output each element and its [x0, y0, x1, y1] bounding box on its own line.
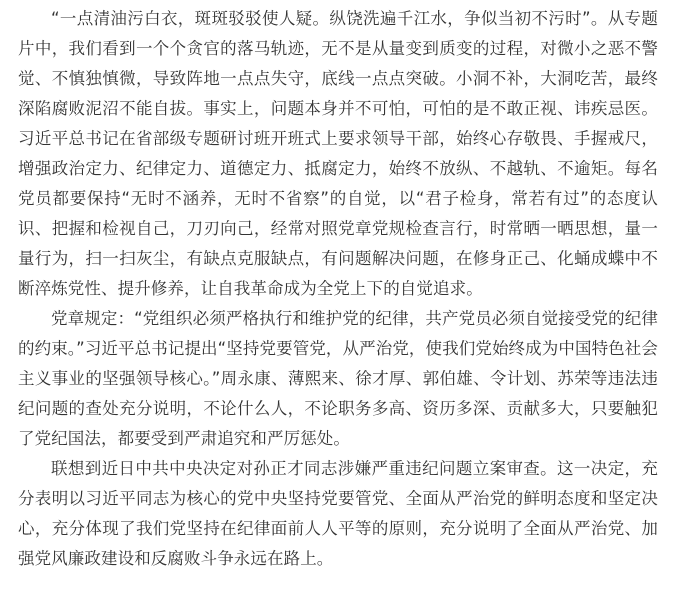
paragraph-case-review: 联想到近日中共中央决定对孙正才同志涉嫌严重违纪问题立案审查。这一决定，充分表明以习近平同志为核心的党中央坚持党要管党、全面从严治党的鲜明态度和坚定决心，充分体现了我们党坚持在纪律面前人人平等的原则，充分说明了全面从严治党、加强党风廉政建设和反腐败斗争永远在路上。: [18, 459, 658, 568]
paragraph-self-discipline: “一点清油污白衣，斑斑驳驳使人疑。纵饶洗遍千江水，争似当初不污时”。从专题片中，我们看到一个个贪官的落马轨迹，无不是从量变到质变的过程，对微小之恶不警觉、不慎独慎微，导致阵地一点点失守，底线一点点突破。小洞不补，大洞吃苦，最终深陷腐败泥沼不能自拔。事实上，问题本身并不可怕，可怕的是不敢正视、讳疾忌医。习近平总书记在省部级专题研讨班开班式上要求领导干部，始终心存敬畏、手握戒尺，增强政治定力、纪律定力、道德定力、抵腐定力，始终不放纵、不越轨、不逾矩。每名党员都要保持“无时不涵养，无时不省察”的自觉，以“君子检身，常若有过”的态度认识、把握和检视自己，刀刃向己，经常对照党章党规检查言行，时常晒一晒思想，量一量行为，扫一扫灰尘，有缺点克服缺点，有问题解决问题，在修身正己、化蛹成蝶中不断淬炼党性、提升修养，让自我革命成为全党上下的自觉追求。: [18, 9, 658, 298]
paragraph-party-constitution: 党章规定：“党组织必须严格执行和维护党的纪律，共产党员必须自觉接受党的纪律的约束。”习近平总书记提出“坚持党要管党，从严治党，使我们党始终成为中国特色社会主义事业的坚强领导核心。”周永康、薄熙来、徐才厚、郭伯雄、令计划、苏荣等违法违纪问题的查处充分说明，不论什么人，不论职务多高、资历多深、贡献多大，只要触犯了党纪国法，都要受到严肃追究和严厉惩处。: [18, 309, 658, 448]
